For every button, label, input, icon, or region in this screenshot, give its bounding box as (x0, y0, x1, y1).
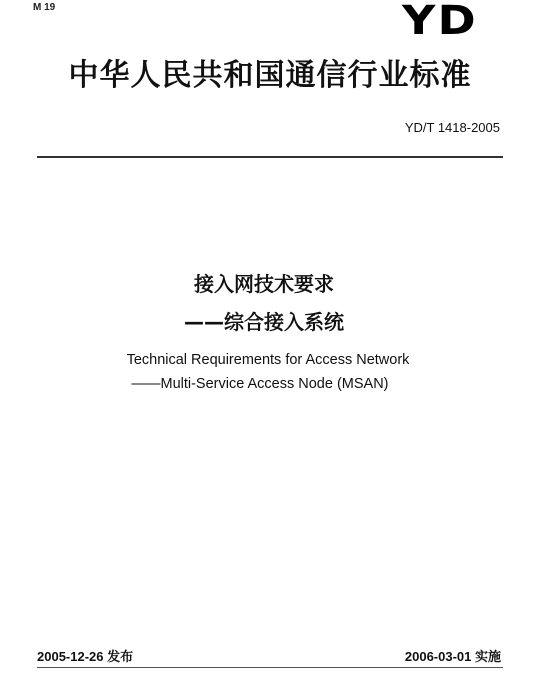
issue-date: 2005-12-26 发布 (37, 649, 134, 664)
yd-logo: YD (401, 0, 479, 44)
top-divider (37, 156, 503, 158)
chinese-title-line2: ——综合接入系统 (184, 310, 344, 334)
implementation-date: 2006-03-01 实施 (404, 649, 501, 664)
english-title-line1: Technical Requirements for Access Network (126, 352, 410, 368)
chinese-title-line1: 接入网技术要求 (194, 272, 334, 296)
standard-number: YD/T 1418-2005 (404, 120, 500, 135)
bottom-divider (37, 667, 503, 668)
standard-title: 中华人民共和国通信行业标准 (68, 58, 472, 93)
english-title-line2: ——Multi-Service Access Node (MSAN) (131, 376, 389, 392)
classification-code: M 19 (33, 2, 56, 13)
